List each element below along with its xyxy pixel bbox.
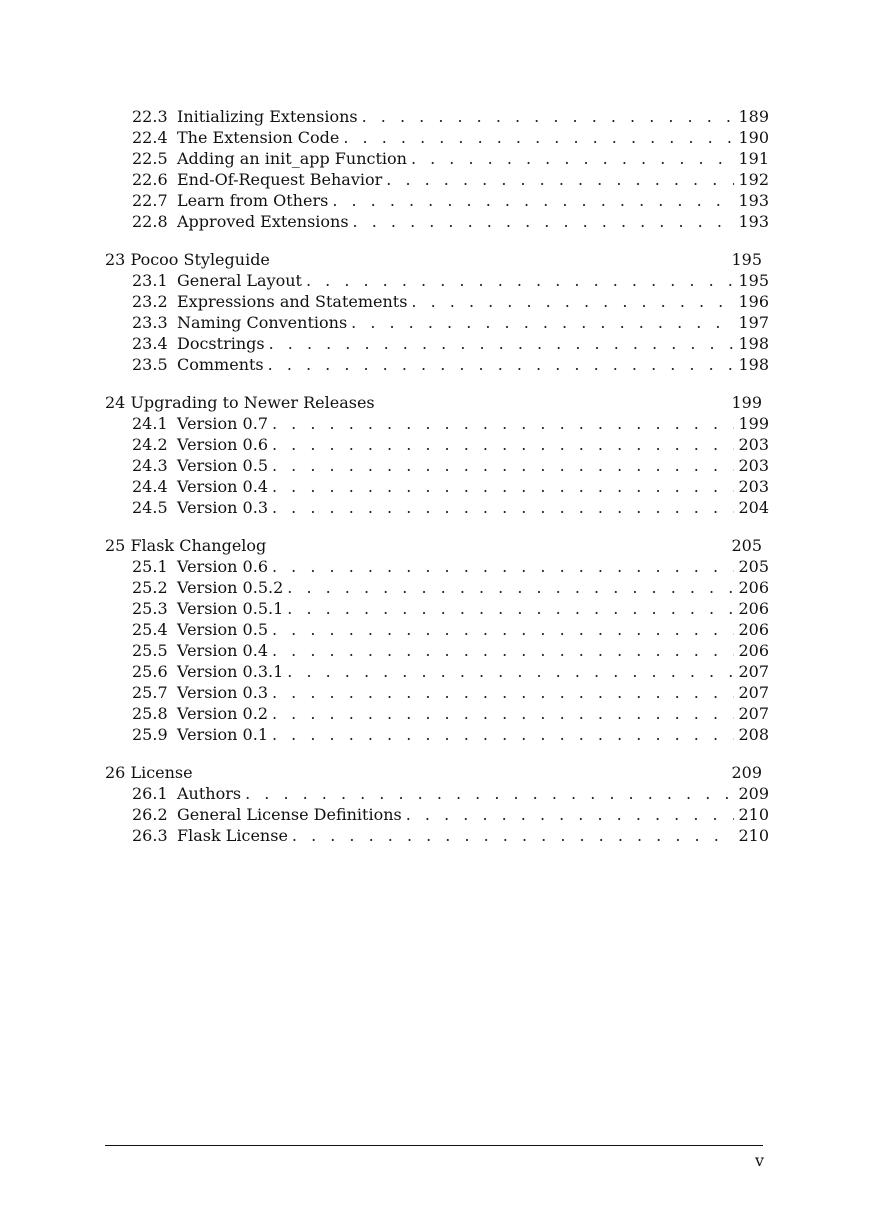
toc-chapter <box>105 392 769 518</box>
section-title: End-Of-Request Behavior <box>177 170 383 189</box>
section-title: Version 0.5.2 <box>177 578 284 597</box>
toc-chapter <box>105 249 769 375</box>
toc-section-entry[interactable] <box>105 783 769 804</box>
toc-chapter <box>105 762 769 846</box>
toc-section-entry[interactable] <box>105 148 769 169</box>
toc-section-entry[interactable] <box>105 724 769 745</box>
section-number: 25.6 <box>132 662 168 681</box>
section-title: Version 0.3 <box>177 683 268 702</box>
dot-leader <box>406 804 735 825</box>
section-number: 23.3 <box>132 313 168 332</box>
section-title: Version 0.6 <box>177 557 268 576</box>
toc-section-entry[interactable] <box>105 598 769 619</box>
section-title: Version 0.4 <box>177 641 268 660</box>
section-title: Version 0.5 <box>177 620 268 639</box>
chapter-title: 24 Upgrading to Newer Releases <box>105 393 375 412</box>
section-number: 22.6 <box>132 170 168 189</box>
dot-leader <box>343 127 734 148</box>
section-title: Docstrings <box>177 334 265 353</box>
toc-section-entry[interactable] <box>105 455 769 476</box>
section-number: 26.2 <box>132 805 168 824</box>
section-page: 210 <box>738 826 769 845</box>
section-title: Initializing Extensions <box>177 107 358 126</box>
section-page: 205 <box>738 557 769 576</box>
dot-leader <box>272 434 734 455</box>
section-page: 192 <box>738 170 769 189</box>
section-page: 193 <box>738 212 769 231</box>
dot-leader <box>245 783 734 804</box>
section-title: Approved Extensions <box>177 212 349 231</box>
toc-section-entry[interactable] <box>105 804 769 825</box>
chapter-title: 26 License <box>105 763 193 782</box>
section-title: Version 0.2 <box>177 704 268 723</box>
dot-leader <box>353 211 735 232</box>
toc-section-entry[interactable] <box>105 354 769 375</box>
chapter-heading[interactable] <box>105 762 769 783</box>
section-number: 25.4 <box>132 620 168 639</box>
section-number: 25.5 <box>132 641 168 660</box>
section-number: 22.5 <box>132 149 168 168</box>
footer-rule <box>105 1145 763 1146</box>
dot-leader <box>272 619 734 640</box>
dot-leader <box>306 270 734 291</box>
toc-chapter <box>105 106 769 232</box>
dot-leader <box>287 661 734 682</box>
section-title: Version 0.4 <box>177 477 268 496</box>
toc-section-entry[interactable] <box>105 703 769 724</box>
section-number: 23.2 <box>132 292 168 311</box>
toc-section-entry[interactable] <box>105 127 769 148</box>
section-number: 25.2 <box>132 578 168 597</box>
section-number: 26.1 <box>132 784 168 803</box>
section-page: 198 <box>738 334 769 353</box>
dot-leader <box>268 354 735 375</box>
section-page: 193 <box>738 191 769 210</box>
toc-section-entry[interactable] <box>105 106 769 127</box>
section-title: Version 0.1 <box>177 725 268 744</box>
dot-leader <box>272 497 734 518</box>
section-number: 24.2 <box>132 435 168 454</box>
section-number: 25.9 <box>132 725 168 744</box>
dot-leader <box>272 455 734 476</box>
dot-leader <box>386 169 734 190</box>
section-page: 208 <box>738 725 769 744</box>
chapter-heading[interactable] <box>105 535 769 556</box>
toc-section-entry[interactable] <box>105 556 769 577</box>
chapter-page: 195 <box>731 250 762 269</box>
dot-leader <box>272 556 734 577</box>
section-number: 24.3 <box>132 456 168 475</box>
section-title: Adding an init_app Function <box>177 149 407 168</box>
section-page: 210 <box>738 805 769 824</box>
dot-leader <box>411 291 734 312</box>
dot-leader <box>351 312 734 333</box>
section-title: Version 0.3 <box>177 498 268 517</box>
section-page: 203 <box>738 477 769 496</box>
section-number: 24.4 <box>132 477 168 496</box>
dot-leader <box>269 333 735 354</box>
toc-section-entry[interactable] <box>105 661 769 682</box>
chapter-heading[interactable] <box>105 392 769 413</box>
section-title: Authors <box>177 784 242 803</box>
section-number: 24.1 <box>132 414 168 433</box>
section-page: 206 <box>738 599 769 618</box>
toc-section-entry[interactable] <box>105 682 769 703</box>
section-number: 23.1 <box>132 271 168 290</box>
section-title: Comments <box>177 355 264 374</box>
section-number: 25.7 <box>132 683 168 702</box>
section-title: Version 0.5 <box>177 456 268 475</box>
section-title: Version 0.5.1 <box>177 599 284 618</box>
toc-section-entry[interactable] <box>105 291 769 312</box>
dot-leader <box>272 703 734 724</box>
section-page: 199 <box>738 414 769 433</box>
section-title: Flask License <box>177 826 288 845</box>
section-number: 22.8 <box>132 212 168 231</box>
section-number: 22.7 <box>132 191 168 210</box>
section-page: 190 <box>738 128 769 147</box>
dot-leader <box>272 413 734 434</box>
section-page: 206 <box>738 641 769 660</box>
section-page: 209 <box>738 784 769 803</box>
dot-leader <box>287 577 734 598</box>
chapter-title: 25 Flask Changelog <box>105 536 267 555</box>
section-number: 25.3 <box>132 599 168 618</box>
chapter-page: 205 <box>731 536 762 555</box>
section-number: 22.3 <box>132 107 168 126</box>
dot-leader <box>411 148 735 169</box>
section-page: 207 <box>738 704 769 723</box>
dot-leader <box>332 190 734 211</box>
section-page: 207 <box>738 683 769 702</box>
toc-section-entry[interactable] <box>105 577 769 598</box>
chapter-title: 23 Pocoo Styleguide <box>105 250 270 269</box>
section-title: Version 0.3.1 <box>177 662 284 681</box>
dot-leader <box>272 724 734 745</box>
toc-section-entry[interactable] <box>105 413 769 434</box>
page-number: v <box>754 1151 764 1170</box>
dot-leader <box>287 598 734 619</box>
chapter-heading[interactable] <box>105 249 769 270</box>
section-page: 198 <box>738 355 769 374</box>
dot-leader <box>272 640 734 661</box>
toc-section-entry[interactable] <box>105 825 769 846</box>
section-page: 196 <box>738 292 769 311</box>
toc-section-entry[interactable] <box>105 619 769 640</box>
dot-leader <box>272 682 734 703</box>
section-page: 204 <box>738 498 769 517</box>
toc-section-entry[interactable] <box>105 333 769 354</box>
toc-section-entry[interactable] <box>105 169 769 190</box>
section-page: 191 <box>738 149 769 168</box>
toc-section-entry[interactable] <box>105 312 769 333</box>
table-of-contents <box>105 106 769 863</box>
section-number: 26.3 <box>132 826 168 845</box>
toc-section-entry[interactable] <box>105 434 769 455</box>
section-title: Expressions and Statements <box>177 292 408 311</box>
section-title: Version 0.6 <box>177 435 268 454</box>
section-number: 24.5 <box>132 498 168 517</box>
section-title: General License Definitions <box>177 805 402 824</box>
section-title: General Layout <box>177 271 302 290</box>
chapter-page: 209 <box>731 763 762 782</box>
section-page: 195 <box>738 271 769 290</box>
dot-leader <box>362 106 735 127</box>
dot-leader <box>292 825 735 846</box>
section-page: 203 <box>738 456 769 475</box>
chapter-page: 199 <box>731 393 762 412</box>
section-page: 189 <box>738 107 769 126</box>
toc-section-entry[interactable] <box>105 211 769 232</box>
section-page: 197 <box>738 313 769 332</box>
toc-chapter <box>105 535 769 745</box>
toc-section-entry[interactable] <box>105 640 769 661</box>
section-page: 206 <box>738 578 769 597</box>
section-title: Version 0.7 <box>177 414 268 433</box>
section-title: Naming Conventions <box>177 313 348 332</box>
section-number: 23.5 <box>132 355 168 374</box>
toc-section-entry[interactable] <box>105 497 769 518</box>
section-number: 22.4 <box>132 128 168 147</box>
toc-section-entry[interactable] <box>105 190 769 211</box>
dot-leader <box>272 476 734 497</box>
toc-section-entry[interactable] <box>105 270 769 291</box>
section-number: 25.1 <box>132 557 168 576</box>
section-page: 207 <box>738 662 769 681</box>
section-title: Learn from Others <box>177 191 329 210</box>
section-number: 25.8 <box>132 704 168 723</box>
toc-section-entry[interactable] <box>105 476 769 497</box>
section-number: 23.4 <box>132 334 168 353</box>
section-page: 206 <box>738 620 769 639</box>
section-page: 203 <box>738 435 769 454</box>
section-title: The Extension Code <box>177 128 340 147</box>
